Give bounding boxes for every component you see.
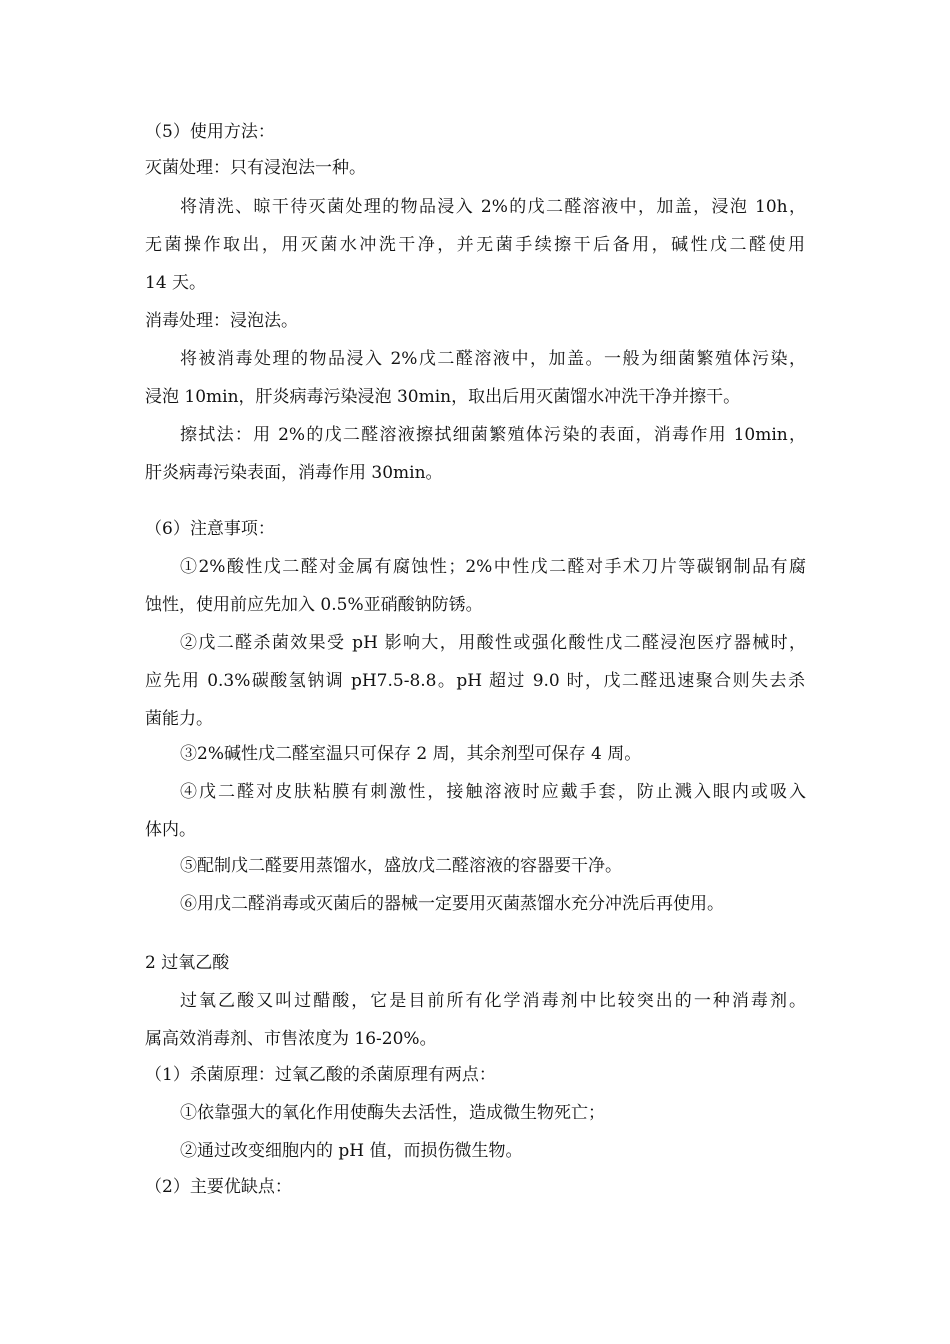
section-heading-peracetic-acid: 2 过氧乙酸	[145, 953, 230, 973]
paragraph-line: 过氧乙酸又叫过醋酸，它是目前所有化学消毒剂中比较突出的一种消毒剂。	[180, 991, 806, 1011]
list-item: ⑤配制戊二醛要用蒸馏水，盛放戊二醛溶液的容器要干净。	[180, 856, 622, 876]
section-heading-principle: （1）杀菌原理：过氧乙酸的杀菌原理有两点：	[145, 1065, 496, 1085]
paragraph-line: 属高效消毒剂、市售浓度为 16-20%。	[145, 1029, 437, 1049]
list-item: ④戊二醛对皮肤粘膜有刺激性，接触溶液时应戴手套，防止溅入眼内或吸入	[180, 782, 806, 802]
paragraph-line: 肝炎病毒污染表面，消毒作用 30min。	[145, 463, 443, 483]
paragraph-line: 擦拭法：用 2%的戊二醛溶液擦拭细菌繁殖体污染的表面，消毒作用 10min，	[180, 425, 806, 445]
section-heading-usage: （5）使用方法：	[145, 122, 275, 142]
list-item-continuation: 蚀性，使用前应先加入 0.5%亚硝酸钠防锈。	[145, 595, 483, 615]
list-item-continuation: 体内。	[145, 820, 196, 840]
paragraph-disinfection-label: 消毒处理：浸泡法。	[145, 311, 298, 331]
list-item-continuation: 菌能力。	[145, 709, 213, 729]
list-item: ①依靠强大的氧化作用使酶失去活性，造成微生物死亡；	[180, 1103, 605, 1123]
section-heading-pros-cons: （2）主要优缺点：	[145, 1177, 292, 1197]
paragraph-line: 将被消毒处理的物品浸入 2%戊二醛溶液中，加盖。一般为细菌繁殖体污染，	[180, 349, 806, 369]
list-item: ③2%碱性戊二醛室温只可保存 2 周，其余剂型可保存 4 周。	[180, 744, 642, 764]
list-item: ①2%酸性戊二醛对金属有腐蚀性；2%中性戊二醛对手术刀片等碳钢制品有腐	[180, 557, 806, 577]
paragraph-sterilization-label: 灭菌处理：只有浸泡法一种。	[145, 158, 366, 178]
paragraph-line: 14 天。	[145, 273, 207, 293]
list-item: ⑥用戊二醛消毒或灭菌后的器械一定要用灭菌蒸馏水充分冲洗后再使用。	[180, 894, 724, 914]
list-item: ②通过改变细胞内的 pH 值，而损伤微生物。	[180, 1141, 523, 1161]
list-item: ②戊二醛杀菌效果受 pH 影响大，用酸性或强化酸性戊二醛浸泡医疗器械时，	[180, 633, 806, 653]
paragraph-line: 浸泡 10min，肝炎病毒污染浸泡 30min，取出后用灭菌馏水冲洗干净并擦干。	[145, 387, 741, 407]
section-heading-precautions: （6）注意事项：	[145, 519, 275, 539]
list-item-continuation: 应先用 0.3%碳酸氢钠调 pH7.5-8.8。pH 超过 9.0 时，戊二醛迅速聚合则失去杀	[145, 671, 805, 691]
paragraph-line: 无菌操作取出，用灭菌水冲洗干净，并无菌手续擦干后备用，碱性戊二醛使用	[145, 235, 805, 255]
paragraph-line: 将清洗、晾干待灭菌处理的物品浸入 2%的戊二醛溶液中，加盖，浸泡 10h，	[180, 197, 806, 217]
